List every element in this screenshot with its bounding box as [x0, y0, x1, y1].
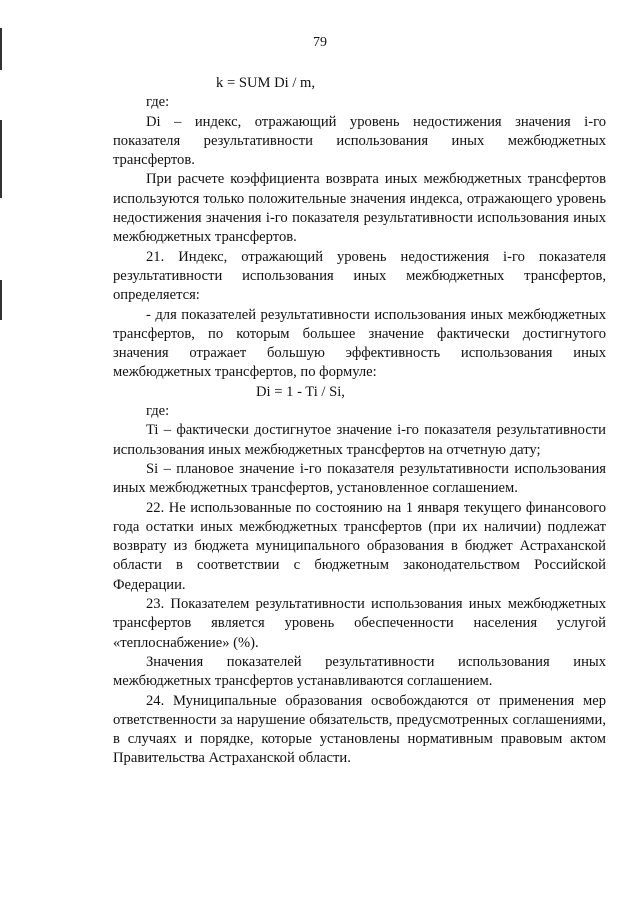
scan-edge-mark-middle: [0, 120, 2, 198]
paragraph-23-values: Значения показателей результативности использования иных межбюджетных трансфертов устанавливаются соглашением.: [113, 653, 606, 690]
formula-di: Di = 1 - Ti / Si,: [256, 383, 345, 400]
paragraph-coefficient: При расчете коэффициента возврата иных межбюджетных трансфертов используются только положительные значения индекса, отражающего уровень недостижения значения i-го показателя результативности использования иных межбюджетных трансфертов.: [113, 171, 606, 246]
document-body: [113, 74, 606, 769]
where-label-2: где:: [146, 403, 170, 420]
paragraph-21-item: - для показателей результативности использования иных межбюджетных трансфертов, по которым большее значение фактически достигнутого значения отражает большую эффективность использования иных межбюджетных трансфертов, по формуле:: [113, 306, 606, 381]
paragraph-ti-definition: Ti – фактически достигнутое значение i-го показателя результативности использования иных межбюджетных трансфертов на отчетную дату;: [113, 422, 606, 458]
formula-k: k = SUM Di / m,: [216, 75, 316, 91]
paragraph-22: 22. Не использованные по состоянию на 1 января текущего финансового года остатки иных межбюджетных трансфертов (при их наличии) подлежат возврату из бюджета муниципального образования в бюджет Астраханской области в соответствии с бюджетным законодательством Российской Федерации.: [113, 499, 606, 593]
paragraph-di-definition: Di – индекс, отражающий уровень недостижения значения i-го показателя результативности использования иных межбюджетных трансфертов.: [113, 113, 606, 169]
page-number: 79: [313, 35, 327, 50]
paragraph-si-definition: Si – плановое значение i-го показателя результативности использования иных межбюджетных трансфертов, установленное соглашением.: [113, 460, 606, 497]
where-label: где:: [146, 94, 170, 111]
paragraph-23: 23. Показателем результативности использования иных межбюджетных трансфертов является уровень обеспеченности населения услугой «теплоснабжение» (%).: [113, 596, 606, 651]
scan-edge-mark-lower: [0, 280, 2, 320]
paragraph-24: 24. Муниципальные образования освобождаются от применения мер ответственности за нарушение обязательств, предусмотренных соглашениями, в случаях и порядке, которые установлены нормативным правовым актом Правительства Астраханской области.: [113, 692, 606, 767]
paragraph-21: 21. Индекс, отражающий уровень недостижения i-го показателя результативности использования иных межбюджетных трансфертов, определяется:: [113, 248, 606, 304]
